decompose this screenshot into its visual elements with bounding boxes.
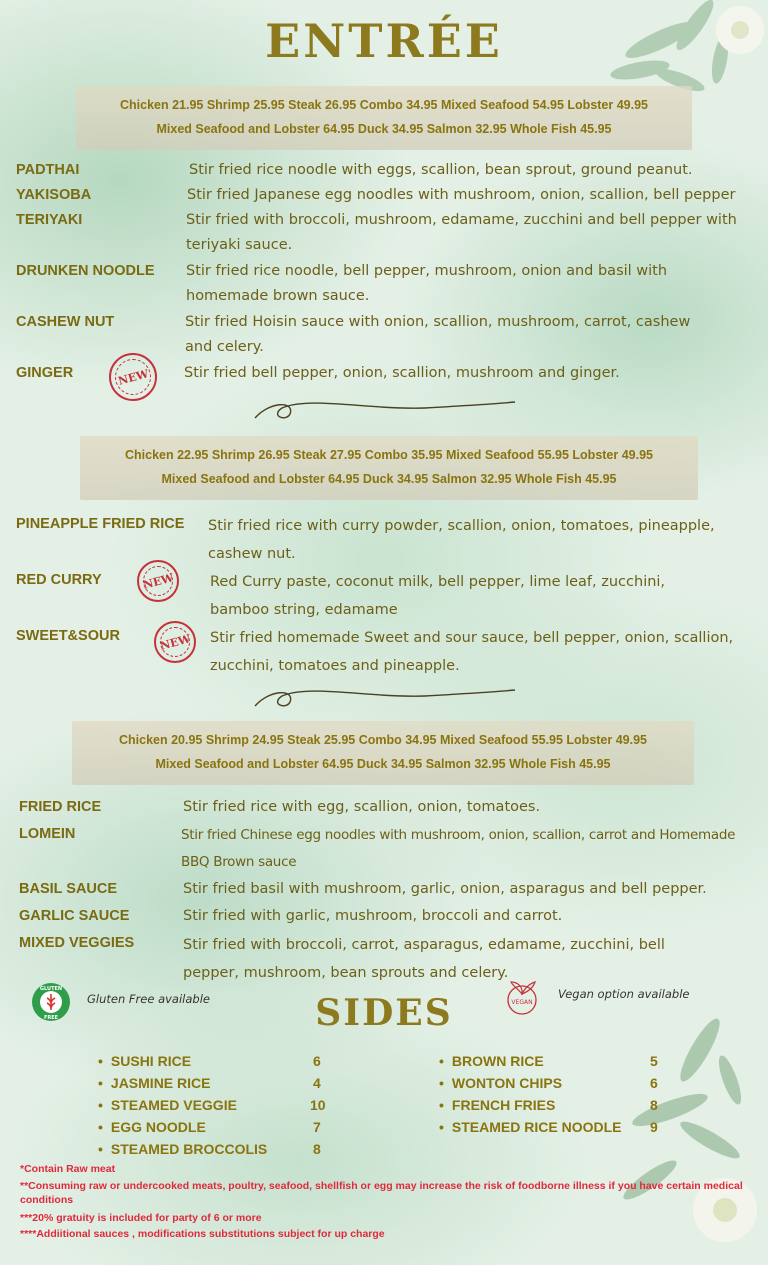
side-price: 7 — [313, 1119, 321, 1135]
side-price: 4 — [313, 1075, 321, 1091]
side-price: 10 — [310, 1097, 326, 1113]
new-badge-icon: NEW — [109, 353, 157, 401]
menu-item-name: SWEET&SOUR — [16, 628, 120, 644]
price-line: Mixed Seafood and Lobster 64.95 Duck 34.95 Salmon 32.95 Whole Fish 45.95 — [156, 122, 612, 136]
menu-item-description: Stir fried rice noodle, bell pepper, mushroom, onion and basil with homemade brown sauce. — [186, 263, 668, 304]
menu-item-name: PINEAPPLE FRIED RICE — [16, 516, 185, 532]
menu-item-description: Stir fried rice with curry powder, scallion, onion, tomatoes, pineapple, cashew nut. — [208, 518, 715, 562]
side-price: 6 — [650, 1075, 658, 1091]
menu-item-description: Stir fried with broccoli, mushroom, edamame, zucchini and bell pepper with teriyaki sauce. — [186, 212, 737, 253]
side-item: • STEAMED BROCCOLIS — [98, 1141, 268, 1157]
footnote: *Contain Raw meat — [20, 1163, 116, 1175]
side-item: • STEAMED RICE NOODLE — [439, 1119, 622, 1135]
side-price: 9 — [650, 1119, 658, 1135]
menu-item-name: MIXED VEGGIES — [19, 935, 135, 951]
footnote: **Consuming raw or undercooked meats, poultry, seafood, shellfish or egg may increase the risk of foodborne illness if you have certain medical conditions — [20, 1180, 743, 1206]
side-item: • EGG NOODLE — [98, 1119, 206, 1135]
gluten-badge-text: GLUTEN — [39, 986, 63, 992]
swash-divider-icon — [250, 396, 520, 426]
menu-item-name: LOMEIN — [19, 826, 76, 842]
side-item: • FRENCH FRIES — [439, 1097, 556, 1113]
menu-item-description: Stir fried bell pepper, onion, scallion, mushroom and ginger. — [184, 365, 620, 381]
menu-item-name: RED CURRY — [16, 572, 102, 588]
gluten-badge-text: FREE — [43, 1015, 59, 1021]
menu-item-description: Stir fried rice with egg, scallion, onion, tomatoes. — [183, 799, 541, 815]
vegan-badge-text: VEGAN — [511, 999, 533, 1006]
menu-item-name: DRUNKEN NOODLE — [16, 263, 155, 279]
vegan-label: Vegan option available — [558, 987, 690, 1001]
price-line: Chicken 22.95 Shrimp 26.95 Steak 27.95 Combo 35.95 Mixed Seafood 55.95 Lobster 49.95 — [124, 448, 654, 462]
menu-item-description: Stir fried rice noodle with eggs, scallion, bean sprout, ground peanut. — [189, 162, 693, 178]
side-item: • WONTON CHIPS — [439, 1075, 563, 1091]
swash-divider-icon — [250, 684, 520, 714]
menu-item-name: GINGER — [16, 365, 74, 381]
menu-item-name: CASHEW NUT — [16, 314, 115, 330]
new-badge-icon: NEW — [137, 560, 179, 602]
price-band — [72, 721, 694, 785]
footnote: ***20% gratuity is included for party of 6 or more — [20, 1212, 262, 1224]
menu-item-name: GARLIC SAUCE — [19, 908, 130, 924]
side-item: • SUSHI RICE — [98, 1053, 192, 1069]
menu-item-name: PADTHAI — [16, 162, 80, 178]
side-item: • BROWN RICE — [439, 1053, 544, 1069]
menu-item-name: FRIED RICE — [19, 799, 102, 815]
menu-item-description: Stir fried Hoisin sauce with onion, scallion, mushroom, carrot, cashew and celery. — [185, 314, 691, 355]
footnote: ****Addiitional sauces , modifications substitutions subject for up charge — [20, 1228, 385, 1240]
gluten-free-label: Gluten Free available — [87, 992, 210, 1006]
side-price: 8 — [650, 1097, 658, 1113]
menu-item-description: Stir fried with broccoli, carrot, asparagus, edamame, zucchini, bell pepper, mushroom, bean sprouts and celery. — [183, 937, 665, 981]
side-item: • JASMINE RICE — [98, 1075, 211, 1091]
menu-item-description: Red Curry paste, coconut milk, bell pepper, lime leaf, zucchini, bamboo string, edamame — [210, 574, 666, 618]
page-title: ENTRÉE — [265, 14, 503, 68]
side-price: 6 — [313, 1053, 321, 1069]
menu-item-name: TERIYAKI — [16, 212, 83, 228]
menu-item-description: Stir fried Japanese egg noodles with mushroom, onion, scallion, bell pepper — [187, 187, 736, 203]
price-line: Chicken 20.95 Shrimp 24.95 Steak 25.95 Combo 34.95 Mixed Seafood 55.95 Lobster 49.95 — [118, 733, 648, 747]
sides-title: SIDES — [315, 992, 453, 1034]
menu-item-description: Stir fried Chinese egg noodles with mushroom, onion, scallion, carrot and Homemade BBQ Brown sauce — [181, 827, 736, 870]
menu-item-description: Stir fried with garlic, mushroom, broccoli and carrot. — [183, 908, 563, 924]
side-price: 5 — [650, 1053, 658, 1069]
menu-item-name: YAKISOBA — [16, 187, 92, 203]
price-line: Mixed Seafood and Lobster 64.95 Duck 34.95 Salmon 32.95 Whole Fish 45.95 — [155, 757, 611, 771]
menu-item-description: Stir fried homemade Sweet and sour sauce, bell pepper, onion, scallion, zucchini, tomatoes and pineapple. — [210, 630, 734, 674]
price-band — [76, 86, 692, 150]
side-price: 8 — [313, 1141, 321, 1157]
price-line: Mixed Seafood and Lobster 64.95 Duck 34.95 Salmon 32.95 Whole Fish 45.95 — [161, 472, 617, 486]
menu-item-description: Stir fried basil with mushroom, garlic, onion, asparagus and bell pepper. — [183, 881, 707, 897]
side-item: • STEAMED VEGGIE — [98, 1097, 237, 1113]
price-band — [80, 436, 698, 500]
menu-item-name: BASIL SAUCE — [19, 881, 118, 897]
price-line: Chicken 21.95 Shrimp 25.95 Steak 26.95 Combo 34.95 Mixed Seafood 54.95 Lobster 49.95 — [119, 98, 649, 112]
new-badge-icon: NEW — [154, 621, 196, 663]
